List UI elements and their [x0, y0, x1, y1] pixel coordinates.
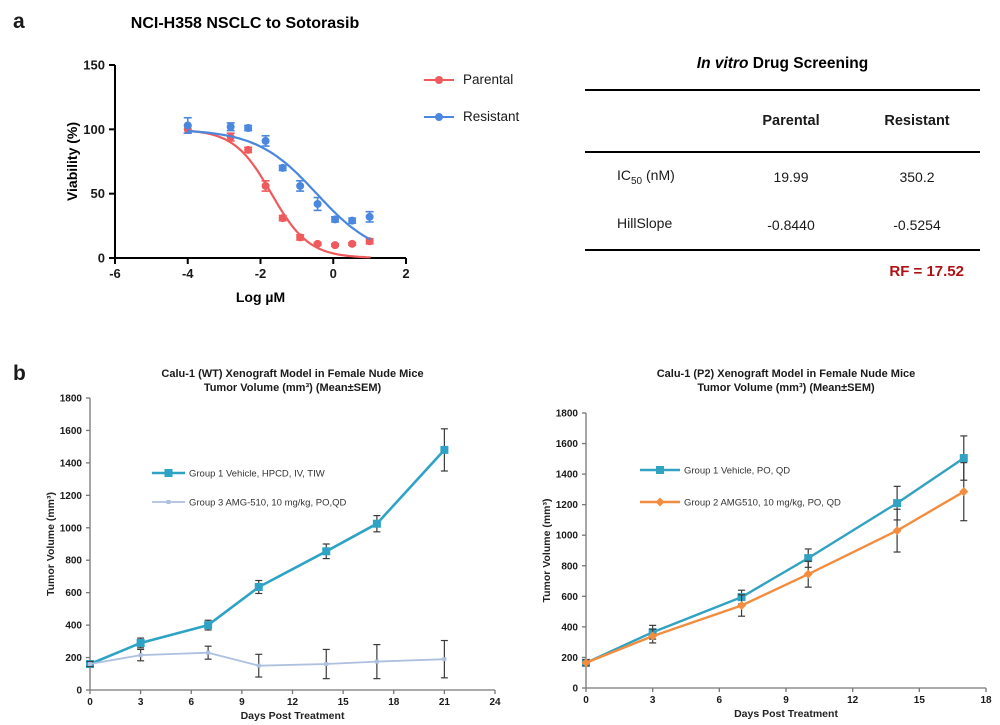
- series-line: [90, 450, 444, 664]
- markers: [184, 121, 374, 224]
- y-tick-label: 100: [83, 121, 105, 137]
- x-tick-label: 0: [329, 266, 337, 281]
- data-point: [257, 664, 261, 668]
- xenograft-p2-chart: [540, 365, 1000, 725]
- data-point: [373, 520, 381, 528]
- y-tick-label: 0: [572, 683, 578, 695]
- series-line: [90, 653, 444, 666]
- x-tick-label: 0: [583, 695, 589, 706]
- y-tick-label: 1200: [59, 490, 82, 502]
- error-bars: [184, 125, 374, 246]
- x-tick-label: 9: [783, 695, 789, 706]
- error-bars: [583, 463, 968, 666]
- data-point: [262, 137, 270, 145]
- table-row-ic50: [585, 153, 980, 201]
- y-tick-label: 800: [561, 561, 578, 573]
- x-tick-label: 3: [137, 697, 144, 708]
- series-parental: [184, 125, 374, 257]
- x-tick-label: 18: [388, 697, 400, 708]
- x-tick-label: -4: [181, 266, 194, 281]
- y-tick-label: 1000: [59, 523, 82, 535]
- hillslope-resistant-value: -0.5254: [893, 217, 941, 233]
- y-tick-label: 600: [65, 588, 82, 600]
- data-point: [204, 621, 212, 629]
- axes: [582, 413, 986, 692]
- y-axis-label: Tumor Volume (mm³): [45, 491, 57, 597]
- legend-label: Group 1 Vehicle, PO, QD: [684, 465, 791, 477]
- row-label-ic50: $IC_{50}$ (nM): [617, 167, 675, 187]
- data-point: [737, 601, 746, 610]
- y-tick-label: 1800: [555, 408, 578, 420]
- chart-title-line: Tumor Volume (mm³) (Mean±SEM): [203, 382, 382, 394]
- x-tick-label: 18: [980, 695, 992, 706]
- resistant-line-marker-icon: [424, 116, 454, 118]
- data-point: [314, 200, 322, 208]
- legend-item-parental: [424, 72, 519, 87]
- y-tick-label: 1800: [59, 393, 82, 405]
- chart-title-line: Calu-1 (P2) Xenograft Model in Female Nude Mice: [656, 368, 916, 380]
- y-axis-label: Tumor Volume (mm³): [541, 498, 553, 603]
- chart-legend: [640, 466, 841, 509]
- data-point: [244, 124, 252, 132]
- y-tick-label: 800: [65, 555, 82, 567]
- data-point: [322, 547, 330, 555]
- legend-label-parental: Parental: [463, 72, 514, 87]
- ic50-parental-value: 19.99: [773, 169, 809, 185]
- chart-title-line: Tumor Volume (mm³) (Mean±SEM): [697, 382, 875, 394]
- data-point: [167, 500, 171, 504]
- dose-response-chart: [55, 50, 435, 320]
- x-tick-label: 6: [716, 695, 723, 706]
- table-rule-bottom: [585, 249, 980, 251]
- resistant-dot-icon: [435, 113, 443, 121]
- parental-dot-icon: [435, 76, 443, 84]
- legend-label: Group 1 Vehicle, HPCD, IV, TIW: [189, 468, 325, 480]
- legend-item-resistant: [424, 109, 519, 124]
- x-tick-label: -2: [254, 266, 267, 281]
- table-header-row: [585, 91, 980, 151]
- y-tick-label: 400: [561, 622, 578, 634]
- data-point: [137, 639, 145, 647]
- data-point: [804, 570, 813, 579]
- data-point: [255, 583, 263, 591]
- series-resistant: [184, 118, 374, 239]
- data-point: [331, 215, 339, 223]
- legend-label: Group 3 AMG-510, 10 mg/kg, PO,QD: [189, 497, 347, 509]
- fit-curve: [188, 131, 370, 239]
- table-title-italic: In vitro: [696, 55, 749, 72]
- parental-line-marker-icon: [424, 79, 454, 81]
- chart-legend: [152, 469, 346, 509]
- x-axis-label: Days Post Treatment: [240, 710, 345, 722]
- x-tick-label: 6: [188, 697, 195, 708]
- data-point: [440, 446, 448, 454]
- x-tick-label: 9: [239, 697, 245, 708]
- y-tick-label: 1400: [555, 469, 578, 481]
- data-point: [375, 660, 379, 664]
- row-label-hillslope: HillSlope: [617, 215, 673, 232]
- data-point: [296, 182, 304, 190]
- x-tick-label: 2: [402, 266, 410, 281]
- y-tick-label: 150: [83, 57, 105, 73]
- data-point: [279, 214, 287, 222]
- data-point: [279, 164, 287, 172]
- invitro-screening-table: [585, 55, 980, 280]
- x-tick-label: 12: [286, 697, 299, 708]
- data-point: [139, 653, 143, 657]
- y-tick-label: 0: [97, 250, 105, 266]
- x-tick-label: 24: [489, 697, 501, 708]
- fit-curve: [188, 131, 370, 257]
- data-point: [331, 241, 339, 249]
- series-line: [586, 458, 964, 663]
- xenograft-wt-chart: [40, 365, 520, 725]
- y-tick-label: 600: [561, 591, 578, 603]
- tick-labels: [83, 58, 409, 281]
- x-axis-label: Days Post Treatment: [734, 708, 838, 720]
- data-point: [314, 240, 322, 248]
- data-point: [324, 662, 328, 666]
- data-point: [656, 466, 664, 474]
- table-row-hillslope: [585, 201, 980, 249]
- x-tick-label: 21: [438, 697, 450, 708]
- data-point: [656, 498, 665, 507]
- panel-a-label: a: [13, 10, 25, 33]
- hillslope-parental-value: -0.8440: [767, 217, 815, 233]
- x-tick-label: 3: [649, 695, 656, 706]
- y-tick-label: 1600: [59, 425, 82, 437]
- y-tick-label: 1600: [555, 439, 578, 451]
- axes: [86, 398, 495, 694]
- chart-title-line: Calu-1 (WT) Xenograft Model in Female Nude Mice: [161, 368, 424, 380]
- data-point: [960, 454, 968, 462]
- x-axis-label: Log µM: [235, 289, 286, 305]
- chart-a-legend: [424, 72, 519, 146]
- data-point: [296, 233, 304, 241]
- data-point: [442, 657, 446, 661]
- table-title: [585, 55, 980, 73]
- table-title-rest: Drug Screening: [748, 55, 869, 72]
- col-header-resistant: Resistant: [884, 113, 950, 129]
- x-tick-label: 12: [847, 695, 859, 706]
- y-tick-label: 1400: [59, 458, 82, 470]
- y-tick-label: 400: [65, 620, 82, 632]
- panel-b-label: b: [13, 362, 26, 385]
- y-tick-label: 50: [90, 186, 105, 202]
- ic50-resistant-value: 350.2: [899, 169, 935, 185]
- error-bars: [87, 429, 448, 667]
- data-point: [348, 240, 356, 248]
- data-point: [227, 123, 235, 131]
- y-tick-label: 200: [561, 652, 578, 664]
- data-point: [165, 469, 173, 477]
- legend-label-resistant: Resistant: [463, 109, 520, 124]
- markers: [582, 454, 968, 667]
- markers: [184, 125, 374, 249]
- y-tick-label: 1200: [555, 500, 578, 512]
- data-point: [262, 182, 270, 190]
- x-tick-label: 15: [337, 697, 349, 708]
- x-tick-label: 15: [913, 695, 925, 706]
- tick-labels: [60, 394, 501, 709]
- y-axis-label: Viability (%): [64, 121, 80, 202]
- y-tick-label: 200: [65, 653, 82, 665]
- tick-labels: [556, 409, 992, 707]
- series-group-1-vehicle-hpcd-iv-tiw: [86, 429, 448, 668]
- data-point: [893, 499, 901, 507]
- x-tick-label: -6: [109, 266, 121, 281]
- data-point: [348, 217, 356, 225]
- y-tick-label: 1000: [555, 530, 578, 542]
- legend-label: Group 2 AMG510, 10 mg/kg, PO, QD: [684, 497, 841, 509]
- y-tick-label: 0: [76, 685, 82, 697]
- data-point: [206, 651, 210, 655]
- data-point: [88, 662, 92, 666]
- x-tick-label: 0: [87, 697, 93, 708]
- data-point: [184, 121, 192, 129]
- resistance-factor-note: RF = 17.52: [889, 263, 964, 280]
- chart-a-title: NCI-H358 NSCLC to Sotorasib: [130, 15, 360, 32]
- data-point: [366, 213, 374, 221]
- data-point: [244, 146, 252, 154]
- col-header-parental: Parental: [762, 113, 820, 129]
